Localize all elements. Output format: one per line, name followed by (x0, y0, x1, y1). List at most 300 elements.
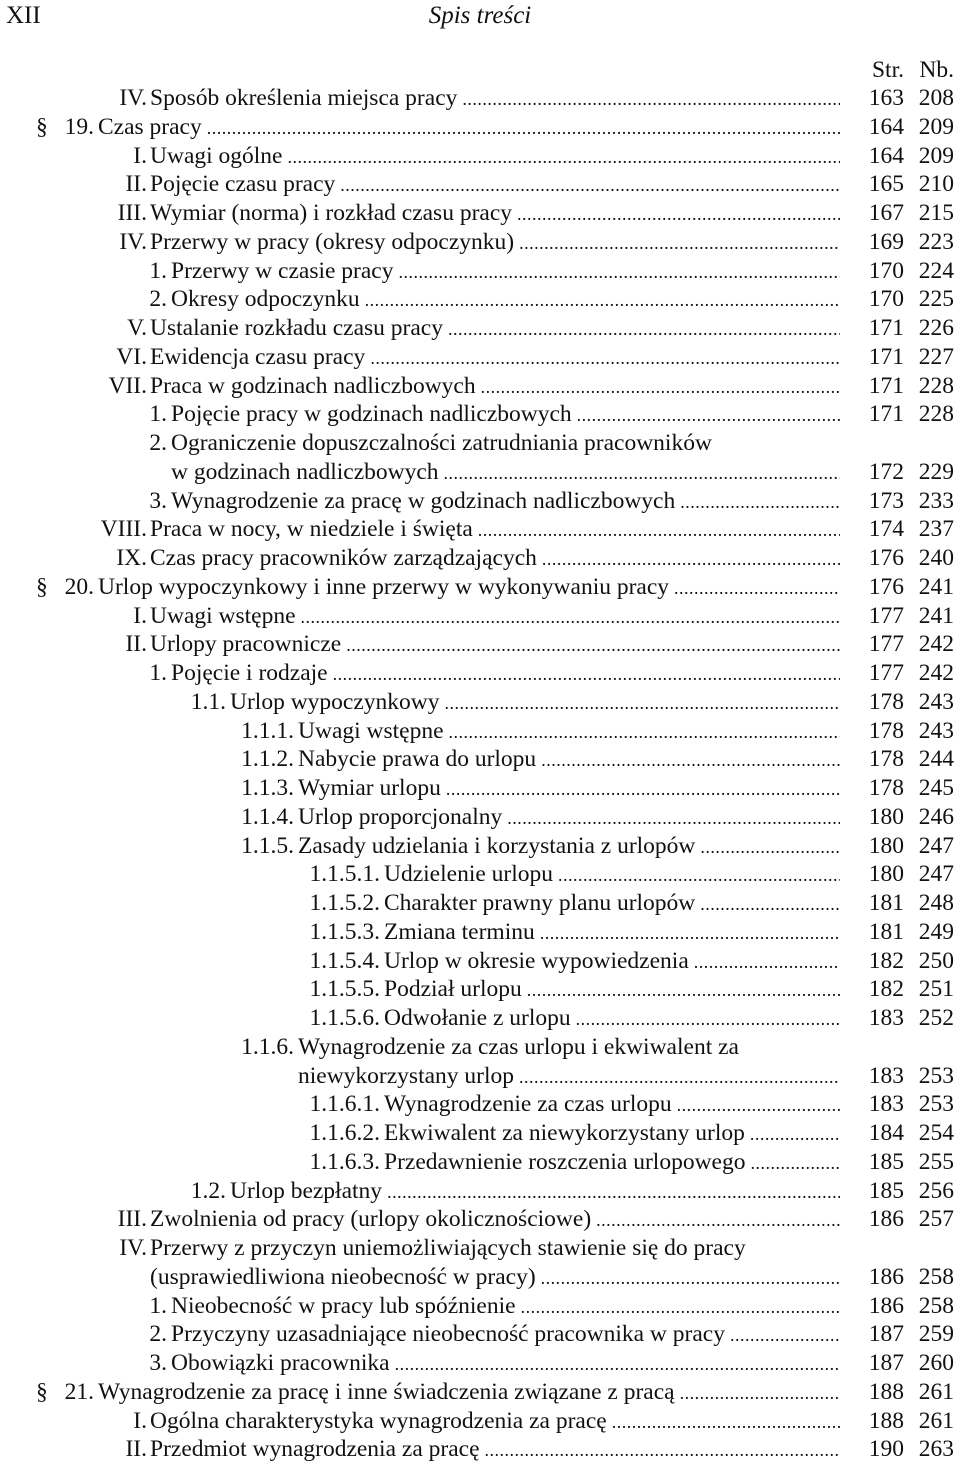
toc-entry-margin-number: 252 (918, 1005, 954, 1031)
dot-leader (478, 516, 840, 545)
toc-entry-line (150, 314, 840, 344)
dot-leader (680, 488, 840, 517)
toc-entry-margin-number: 256 (918, 1177, 954, 1204)
toc-entry-title: Pojęcie i rodzaje (171, 660, 328, 686)
toc-entry-line (171, 487, 840, 517)
toc-entry-label: II. (125, 631, 147, 658)
toc-entry-margin-number: 229 (918, 458, 954, 485)
toc-entry (0, 228, 960, 257)
dot-leader (301, 603, 840, 632)
toc-entry-line (298, 1062, 840, 1092)
toc-entry-line (98, 573, 840, 603)
toc-entry-title: Wynagrodzenie za pracę w godzinach nadliczbowych (171, 487, 676, 514)
toc-entry-line (384, 889, 840, 919)
toc-entry-margin-number: 253 (918, 1091, 954, 1118)
toc-entry-line (384, 918, 840, 948)
toc-entry-line (150, 84, 840, 114)
toc-entry-title: Praca w nocy, w niedziele i święta (150, 516, 473, 543)
toc-entry-label: 1. (149, 401, 167, 428)
toc-entry-line (150, 1435, 840, 1465)
toc-entry (0, 947, 960, 976)
toc-entry-continuation (0, 1263, 960, 1292)
toc-entry (0, 142, 960, 171)
toc-entry (0, 1407, 960, 1436)
toc-entry-line (298, 832, 840, 862)
toc-entry-page: 180 (868, 861, 904, 888)
toc-entry-title: Zmiana terminu (384, 918, 535, 945)
toc-entry-page: 170 (868, 257, 904, 284)
toc-entry-label: 1.1.5.3. (309, 918, 380, 945)
section-sign: § (36, 113, 48, 140)
toc-entry-line (230, 1177, 840, 1207)
toc-entry-label: 1.1.6.2. (309, 1120, 380, 1146)
toc-entry-label: 2. (149, 430, 167, 456)
toc-entry-title: Ograniczenie dopuszczalności zatrudniania pracowników (171, 430, 712, 456)
toc-entry-margin-number: 208 (918, 85, 954, 111)
toc-entry-margin-number: 248 (918, 890, 954, 916)
toc-entry-title: Pojęcie pracy w godzinach nadliczbowych (171, 401, 572, 428)
toc-entry-line (150, 515, 840, 545)
toc-entry-margin-number: 228 (918, 372, 954, 399)
toc-entry (0, 1177, 960, 1206)
toc-entry-label: 1.1.1. (241, 717, 294, 744)
toc-entry (0, 1435, 960, 1464)
toc-entry-label: 1.1.5.2. (309, 890, 380, 916)
toc-entry-margin-number: 247 (918, 861, 954, 888)
page-number: XII (6, 2, 41, 29)
toc-entry (0, 688, 960, 717)
toc-entry-line (150, 170, 840, 200)
toc-entry-line (150, 1205, 840, 1235)
toc-entry-page: 178 (868, 775, 904, 801)
toc-entry-page: 163 (868, 85, 904, 111)
dot-leader (527, 976, 840, 1005)
toc-entry-label: 1. (149, 257, 167, 284)
toc-entry-margin-number: 233 (918, 487, 954, 514)
toc-entry-title: Przerwy w pracy (okresy odpoczynku) (150, 228, 515, 255)
toc-entry-title: Urlop wypoczynkowy i inne przerwy w wykonywaniu pracy (98, 573, 670, 600)
toc-entry-title: Urlop wypoczynkowy (230, 688, 440, 715)
toc-entry-margin-number: 240 (918, 545, 954, 571)
toc-entry (0, 1292, 960, 1321)
toc-entry-margin-number: 209 (918, 113, 954, 140)
toc-entry-margin-number: 247 (918, 832, 954, 859)
toc-entry-title: (usprawiedliwiona nieobecność w pracy) (150, 1263, 536, 1290)
toc-entry-page: 183 (868, 1091, 904, 1118)
toc-entry (0, 659, 960, 688)
dot-leader (398, 258, 840, 287)
toc-entry-margin-number: 228 (918, 401, 954, 428)
dot-leader (558, 861, 840, 890)
toc-entry-page: 187 (868, 1350, 904, 1376)
toc-entry-margin-number: 215 (918, 200, 954, 226)
toc-entry-label: III. (117, 200, 147, 226)
toc-entry-page: 180 (868, 803, 904, 830)
toc-entry-page: 171 (868, 343, 904, 370)
toc-entry-title: Urlopy pracownicze (150, 631, 342, 658)
toc-entry-page: 169 (868, 228, 904, 255)
toc-entry-label: 20. (64, 573, 94, 600)
toc-entry-label: III. (117, 1206, 147, 1233)
toc-entry-label: IX. (116, 545, 147, 571)
toc-entry-continuation (0, 1062, 960, 1091)
toc-entry-page: 170 (868, 286, 904, 313)
toc-entry-label: 19. (64, 113, 94, 140)
toc-entry-margin-number: 250 (918, 947, 954, 974)
dot-leader (288, 143, 841, 172)
toc-entry-title: Uwagi wstępne (298, 717, 444, 744)
toc-entry-page: 172 (868, 458, 904, 485)
dot-leader (485, 1436, 841, 1465)
section-sign: § (36, 1378, 48, 1405)
toc-entry-title: Urlop w okresie wypowiedzenia (384, 947, 689, 974)
toc-entry (0, 1148, 960, 1177)
toc-entry-line (98, 1378, 840, 1408)
toc-entry-page: 178 (868, 746, 904, 773)
toc-entry-title: Urlop bezpłatny (230, 1177, 383, 1204)
toc-entry-title: Nabycie prawa do urlopu (298, 746, 537, 773)
toc-entry (0, 285, 960, 314)
toc-entry-page: 186 (868, 1263, 904, 1290)
dot-leader (730, 1321, 840, 1350)
toc-entry-margin-number: 260 (918, 1350, 954, 1376)
toc-entry-page: 167 (868, 200, 904, 226)
toc-entry-title: Podział urlopu (384, 976, 522, 1003)
toc-entry-page: 176 (868, 545, 904, 571)
toc-entry-line (298, 803, 840, 833)
toc-entry-label: V. (127, 315, 147, 341)
toc-entry-page: 181 (868, 890, 904, 916)
toc-entry-page: 183 (868, 1005, 904, 1031)
toc-entry-page: 164 (868, 142, 904, 169)
toc-entry-margin-number: 227 (918, 343, 954, 370)
toc-entry-line (298, 774, 840, 804)
toc-entry-label: 3. (149, 1350, 167, 1376)
toc-entry-label: I. (133, 142, 147, 169)
toc-entry (0, 889, 960, 918)
toc-entry-line (150, 228, 840, 258)
dot-leader (521, 1293, 840, 1322)
toc-entry-title: Zasady udzielania i korzystania z urlopów (298, 832, 696, 859)
running-title: Spis treści (428, 2, 532, 29)
toc-entry-margin-number: 258 (918, 1263, 954, 1290)
toc-entry-title: Charakter prawny planu urlopów (384, 890, 696, 916)
toc-entry (0, 84, 960, 113)
toc-entry-margin-number: 254 (918, 1120, 954, 1146)
toc-entry (0, 1033, 960, 1062)
toc-entry-label: 2. (149, 1321, 167, 1348)
toc-entry (0, 860, 960, 889)
toc-entry (0, 1349, 960, 1378)
toc-entry-margin-number: 258 (918, 1292, 954, 1319)
toc-entry-title: Przedmiot wynagrodzenia za pracę (150, 1436, 480, 1463)
toc-entry-title: Udzielenie urlopu (384, 861, 554, 888)
dot-leader (448, 315, 840, 344)
section-sign: § (36, 573, 48, 600)
toc-entry-line (171, 1349, 840, 1379)
toc-entry-page: 173 (868, 487, 904, 514)
toc-entry-label: IV. (119, 228, 147, 255)
toc-entry-margin-number: 253 (918, 1062, 954, 1089)
dot-leader (577, 401, 840, 430)
toc-entry-title: Czas pracy (98, 113, 202, 140)
toc-entry-margin-number: 242 (918, 631, 954, 658)
toc-entry-page: 178 (868, 717, 904, 744)
toc-entry-title: Wymiar urlopu (298, 775, 441, 801)
toc-entry-page: 174 (868, 516, 904, 543)
toc-entry-label: I. (133, 1407, 147, 1434)
toc-entry-line (171, 659, 840, 689)
dot-leader (694, 948, 840, 977)
toc-entry-line (298, 1033, 840, 1062)
toc-entry-title: Ustalanie rozkładu czasu pracy (150, 315, 443, 341)
dot-leader (462, 85, 840, 114)
dot-leader (540, 919, 840, 948)
toc-entry-label: 1. (149, 1292, 167, 1319)
dot-leader (674, 574, 840, 603)
toc-entry (0, 113, 960, 142)
toc-entry-title: Odwołanie z urlopu (384, 1005, 571, 1031)
toc-entry (0, 314, 960, 343)
dot-leader (677, 1091, 840, 1120)
toc-entry (0, 400, 960, 429)
toc-entry-label: IV. (119, 1235, 147, 1261)
toc-entry-page: 187 (868, 1321, 904, 1348)
toc-entry (0, 170, 960, 199)
dot-leader (750, 1120, 840, 1149)
table-of-contents (0, 84, 960, 1464)
toc-entry-title: w godzinach nadliczbowych (171, 458, 439, 485)
toc-entry-margin-number: 263 (918, 1436, 954, 1463)
toc-entry-page: 164 (868, 113, 904, 140)
toc-entry (0, 487, 960, 516)
toc-entry (0, 257, 960, 286)
toc-entry-line (384, 1119, 840, 1149)
toc-entry-page: 184 (868, 1120, 904, 1146)
toc-entry-page: 165 (868, 171, 904, 198)
toc-entry (0, 717, 960, 746)
toc-entry-line (384, 1090, 840, 1120)
toc-entry (0, 544, 960, 573)
toc-entry-line (150, 1263, 840, 1293)
dot-leader (519, 1063, 840, 1092)
toc-entry-title: Ewidencja czasu pracy (150, 343, 366, 370)
toc-entry-margin-number: 255 (918, 1148, 954, 1175)
dot-leader (445, 689, 840, 718)
toc-entry-margin-number: 210 (918, 171, 954, 198)
toc-entry-margin-number: 243 (918, 717, 954, 744)
toc-entry-line (298, 745, 840, 775)
toc-entry-label: 2. (149, 286, 167, 313)
toc-entry-page: 177 (868, 660, 904, 686)
toc-entry (0, 1119, 960, 1148)
toc-entry-line (298, 717, 840, 747)
toc-entry-page: 171 (868, 372, 904, 399)
toc-entry-line (171, 257, 840, 287)
toc-entry-label: 1.1.3. (241, 775, 294, 801)
toc-entry-margin-number: 261 (918, 1407, 954, 1434)
toc-entry-margin-number: 261 (918, 1378, 954, 1405)
toc-entry-line (171, 1292, 840, 1322)
dot-leader (576, 1005, 840, 1034)
toc-entry-page: 176 (868, 573, 904, 600)
toc-entry (0, 803, 960, 832)
toc-entry-line (384, 1004, 840, 1034)
toc-entry-label: II. (125, 171, 147, 198)
toc-entry-line (384, 975, 840, 1005)
toc-entry-page: 177 (868, 631, 904, 658)
toc-entry (0, 975, 960, 1004)
column-header-number: Nb. (919, 57, 954, 83)
toc-entry-line (171, 458, 840, 488)
toc-entry (0, 602, 960, 631)
toc-entry-line (150, 1407, 840, 1437)
toc-entry-line (171, 1320, 840, 1350)
dot-leader (700, 890, 840, 919)
toc-entry-label: 1.1.6.1. (309, 1091, 380, 1118)
toc-entry-label: 1.1.5.6. (309, 1005, 380, 1031)
dot-leader (541, 1264, 840, 1293)
toc-entry (0, 918, 960, 947)
toc-entry-page: 186 (868, 1292, 904, 1319)
toc-entry-label: 1.1.2. (241, 746, 294, 773)
toc-entry-page: 171 (868, 315, 904, 341)
toc-entry-title: Sposób określenia miejsca pracy (150, 85, 458, 111)
dot-leader (395, 1350, 840, 1379)
dot-leader (751, 1149, 841, 1178)
toc-entry-title: Wynagrodzenie za pracę i inne świadczenia związane z pracą (98, 1378, 675, 1405)
toc-entry-line (171, 285, 840, 315)
toc-entry-label: I. (133, 602, 147, 629)
dot-leader (207, 114, 840, 143)
toc-entry-margin-number: 225 (918, 286, 954, 313)
dot-leader (612, 1408, 840, 1437)
toc-entry (0, 515, 960, 544)
toc-entry-label: 1.1.6. (241, 1033, 294, 1060)
toc-entry-line (150, 630, 840, 660)
toc-entry-margin-number: 242 (918, 660, 954, 686)
toc-entry-margin-number: 224 (918, 257, 954, 284)
toc-entry-line (171, 400, 840, 430)
toc-entry-margin-number: 226 (918, 315, 954, 341)
toc-entry-label: 1.1.5.1. (309, 861, 380, 888)
toc-entry-page: 181 (868, 918, 904, 945)
toc-entry-margin-number: 241 (918, 602, 954, 629)
toc-entry-page: 186 (868, 1206, 904, 1233)
dot-leader (340, 171, 840, 200)
dot-leader (346, 631, 840, 660)
toc-entry-page: 183 (868, 1062, 904, 1089)
toc-entry-title: Urlop proporcjonalny (298, 803, 503, 830)
toc-entry-margin-number: 246 (918, 803, 954, 830)
dot-leader (507, 804, 840, 833)
toc-entry-title: Nieobecność w pracy lub spóźnienie (171, 1292, 516, 1319)
toc-entry-label: II. (125, 1436, 147, 1463)
toc-entry-margin-number: 223 (918, 228, 954, 255)
toc-entry-line (150, 142, 840, 172)
toc-entry (0, 1205, 960, 1234)
toc-entry-title: Uwagi wstępne (150, 602, 296, 629)
toc-entry-line (230, 688, 840, 718)
toc-entry (0, 832, 960, 861)
dot-leader (541, 746, 840, 775)
toc-entry-label: VI. (116, 343, 147, 370)
dot-leader (333, 660, 840, 689)
dot-leader (446, 775, 840, 804)
toc-entry-margin-number: 245 (918, 775, 954, 801)
toc-entry (0, 343, 960, 372)
toc-entry (0, 1378, 960, 1407)
toc-entry-title: Przerwy z przyczyn uniemożliwiających stawienie się do pracy (150, 1235, 746, 1261)
toc-entry-line (98, 113, 840, 143)
dot-leader (449, 718, 840, 747)
toc-entry-continuation (0, 458, 960, 487)
toc-entry-label: 21. (64, 1378, 94, 1405)
toc-entry-margin-number: 241 (918, 573, 954, 600)
toc-entry-margin-number: 243 (918, 688, 954, 715)
dot-leader (542, 545, 840, 574)
toc-entry-label: 1.1.5.4. (309, 947, 380, 974)
toc-entry (0, 745, 960, 774)
toc-entry-line (150, 1234, 840, 1263)
toc-entry-line (171, 429, 840, 458)
dot-leader (365, 286, 840, 315)
toc-entry-title: Wymiar (norma) i rozkład czasu pracy (150, 200, 513, 226)
toc-entry-margin-number: 257 (918, 1206, 954, 1233)
toc-entry-page: 188 (868, 1378, 904, 1405)
toc-entry-label: 1.1.5. (241, 832, 294, 859)
column-header-page: Str. (871, 57, 904, 83)
toc-entry-line (150, 343, 840, 373)
toc-entry-margin-number: 251 (918, 976, 954, 1003)
toc-entry (0, 1320, 960, 1349)
toc-entry-title: Ekwiwalent za niewykorzystany urlop (384, 1120, 745, 1146)
toc-entry-line (150, 372, 840, 402)
dot-leader (517, 200, 840, 229)
toc-entry-margin-number: 249 (918, 918, 954, 945)
toc-entry-page: 178 (868, 688, 904, 715)
toc-entry-title: Przedawnienie roszczenia urlopowego (384, 1148, 746, 1175)
toc-entry-margin-number: 244 (918, 746, 954, 773)
toc-entry (0, 372, 960, 401)
toc-entry (0, 1004, 960, 1033)
toc-entry-title: Wynagrodzenie za czas urlopu (384, 1091, 672, 1118)
toc-entry-label: VII. (108, 372, 147, 399)
toc-entry-title: Ogólna charakterystyka wynagrodzenia za pracę (150, 1407, 607, 1434)
toc-entry-label: IV. (119, 85, 147, 111)
toc-entry (0, 774, 960, 803)
dot-leader (387, 1178, 840, 1207)
toc-entry-title: niewykorzystany urlop (298, 1062, 515, 1089)
toc-entry-label: 1. (149, 660, 167, 686)
toc-entry-title: Zwolnienia od pracy (urlopy okolicznościowe) (150, 1206, 592, 1233)
toc-entry-label: 1.1.5.5. (309, 976, 380, 1003)
toc-entry-title: Okresy odpoczynku (171, 286, 360, 313)
toc-entry-title: Wynagrodzenie za czas urlopu i ekwiwalent za (298, 1033, 739, 1060)
toc-entry-label: VIII. (100, 516, 147, 543)
toc-entry-margin-number: 237 (918, 516, 954, 543)
toc-entry-margin-number: 209 (918, 142, 954, 169)
toc-entry-line (384, 947, 840, 977)
toc-entry-line (150, 602, 840, 632)
toc-entry-title: Przyczyny uzasadniające nieobecność pracownika w pracy (171, 1321, 725, 1348)
toc-entry-label: 1.1.4. (241, 803, 294, 830)
toc-entry-page: 182 (868, 976, 904, 1003)
toc-entry (0, 573, 960, 602)
toc-entry (0, 630, 960, 659)
toc-entry-line (150, 544, 840, 574)
toc-entry-title: Czas pracy pracowników zarządzających (150, 545, 537, 571)
